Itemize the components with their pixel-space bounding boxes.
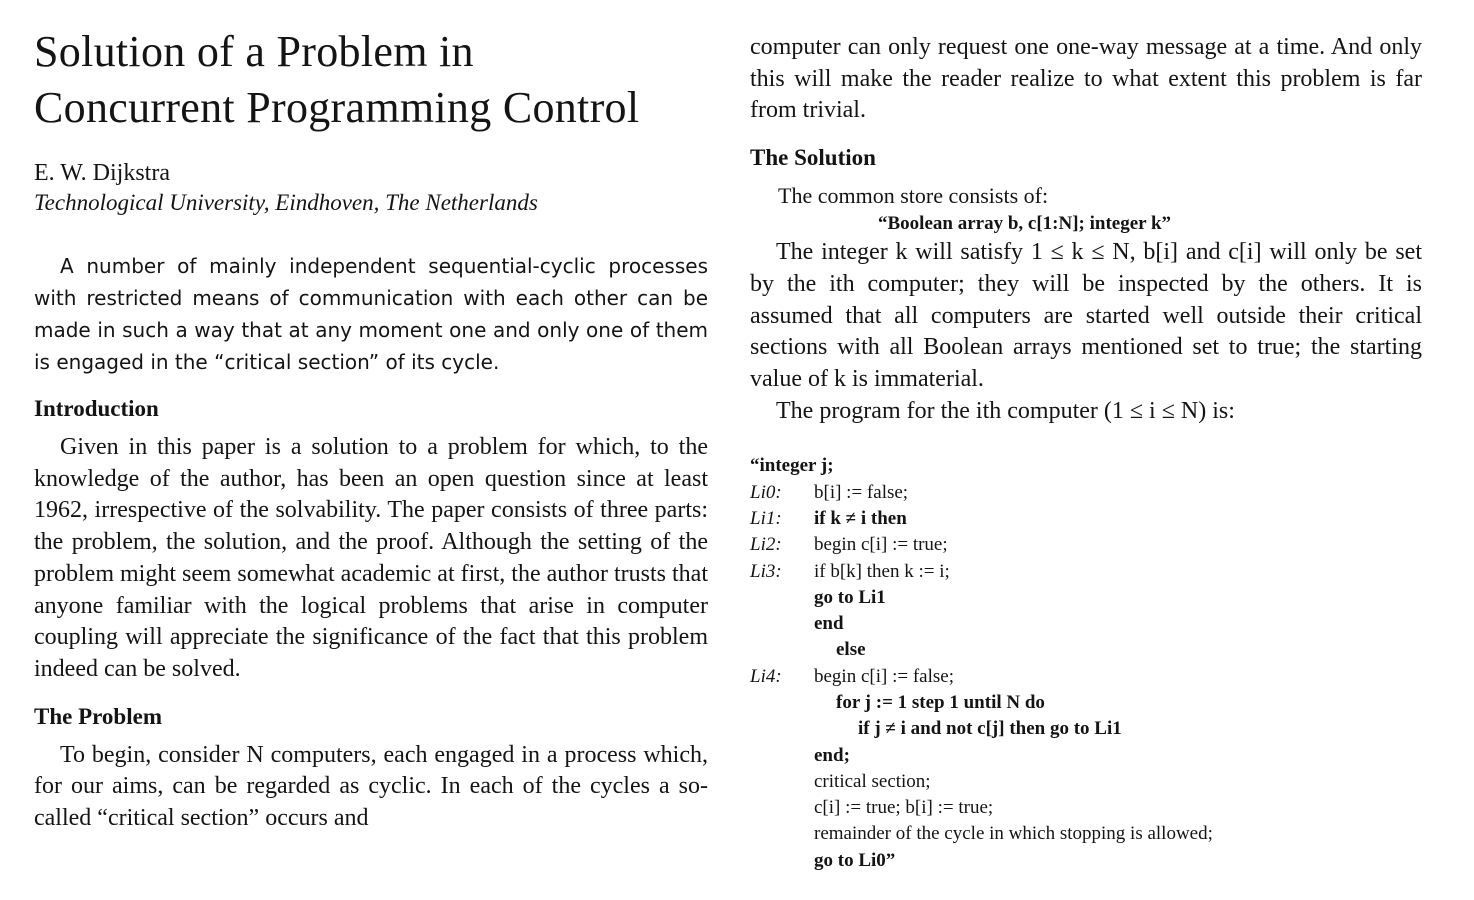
code-line: end	[814, 613, 844, 635]
title-line-2: Concurrent Programming Control	[34, 83, 640, 132]
code-line: else	[836, 639, 866, 661]
code-line: go to Li1	[814, 586, 886, 608]
code-line: end;	[814, 744, 850, 766]
code-label: Li0:	[750, 481, 782, 503]
code-label: Li3:	[750, 560, 782, 582]
author-affiliation: Technological University, Eindhoven, The Netherlands	[34, 190, 538, 215]
code-line: critical section;	[814, 770, 931, 792]
code-line	[750, 559, 1422, 585]
introduction-heading: Introduction	[34, 396, 159, 421]
right-column	[750, 32, 1422, 874]
paper-title	[34, 24, 708, 136]
code-line: remainder of the cycle in which stopping is allowed;	[814, 823, 1213, 845]
code-line	[750, 480, 1422, 506]
left-column	[34, 24, 708, 835]
code-text: begin c[i] := false;	[814, 665, 954, 687]
continued-paragraph: computer can only request one one-way message at a time. And only this will make the reader realize to what extent this problem is far from trivial.	[750, 34, 1422, 124]
program-listing	[750, 453, 1422, 874]
code-line: if j ≠ i and not c[j] then go to Li1	[858, 718, 1122, 740]
solution-heading: The Solution	[750, 145, 876, 171]
code-text: begin c[i] := true;	[814, 534, 948, 556]
common-store-intro: The common store consists of:	[778, 183, 1049, 209]
code-line	[750, 532, 1422, 558]
code-line	[750, 506, 1422, 532]
code-text: if k ≠ i then	[814, 507, 907, 529]
code-text: if b[k] then k := i;	[814, 560, 950, 582]
code-line: for j := 1 step 1 until N do	[836, 692, 1045, 713]
abstract: A number of mainly independent sequential-cyclic processes with restricted means of communication with each other can be made in such a way that at any moment one and only one of them is engaged in the “critical section” of its cycle.	[34, 254, 708, 374]
solution-paragraph-2: The program for the ith computer (1 ≤ i ≤ N) is:	[776, 397, 1235, 424]
code-label: Li2:	[750, 534, 782, 556]
title-line-1: Solution of a Problem in	[34, 27, 474, 76]
code-line: “integer j;	[750, 455, 834, 477]
problem-paragraph: To begin, consider N computers, each engaged in a process which, for our aims, can be regarded as cyclic. In each of the cycles a so-called “critical section” occurs and	[34, 741, 708, 832]
author-name: E. W. Dijkstra	[34, 160, 170, 186]
code-text: b[i] := false;	[814, 481, 909, 503]
code-line: c[i] := true; b[i] := true;	[814, 797, 994, 819]
code-line: go to Li0”	[814, 849, 896, 871]
code-line	[750, 664, 1422, 690]
store-declaration: “Boolean array b, c[1:N]; integer k”	[878, 213, 1172, 235]
code-label: Li4:	[750, 665, 782, 687]
problem-heading: The Problem	[34, 703, 162, 729]
solution-paragraph-1: The integer k will satisfy 1 ≤ k ≤ N, b[i] and c[i] will only be set by the ith computer; they will be inspected by the others. It is assumed that all computers are started well outside their critical sections with all Boolean arrays mentioned set to true; the starting value of k is immaterial.	[750, 239, 1422, 392]
introduction-paragraph: Given in this paper is a solution to a problem for which, to the knowledge of the author, has been an open question since at least 1962, irrespective of the solvability. The paper consists of three parts: the problem, the solution, and the proof. Although the setting of the problem might seem somewhat academic at first, the author trusts that anyone familiar with the logical problems that arise in computer coupling will appreciate the significance of the fact that this problem indeed can be solved.	[34, 434, 708, 682]
code-label: Li1:	[750, 507, 782, 529]
